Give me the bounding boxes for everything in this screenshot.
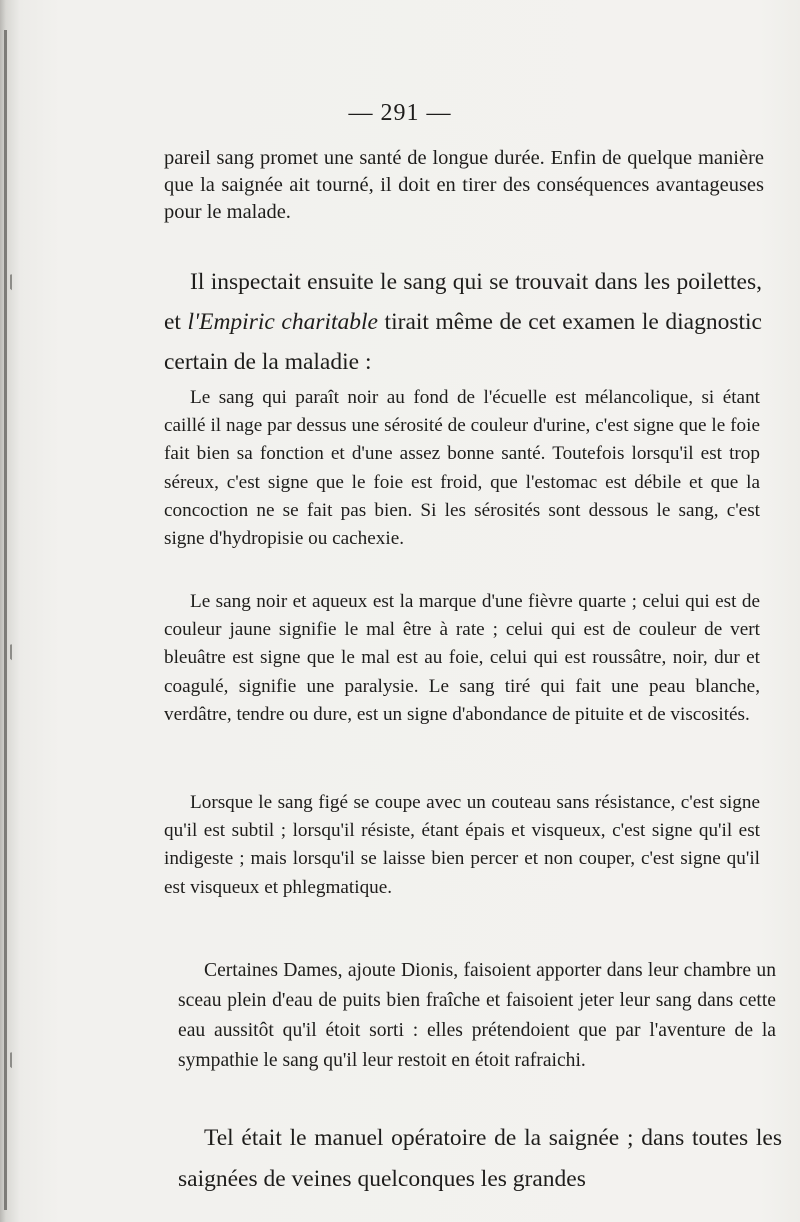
quoted-paragraph: Le sang qui paraît noir au fond de l'écuelle est mélancolique, si étant caillé il nage par dessus une sérosité de couleur d'urine, c'est signe que le foie fait bien sa fonction et d'une assez bonne santé. Toutefois lorsqu'il est trop séreux, c'est signe que le foie est froid, que l'estomac est débile et que la concoction ne se fait pas bien. Si les sérosités sont dessous le sang, c'est signe d'hydropisie ou cachexie. (164, 387, 760, 550)
paragraph (164, 262, 762, 382)
paragraph: Tel était le manuel opératoire de la saignée ; dans toutes les saignées de veines quelconques les grandes (178, 1125, 782, 1192)
quoted-paragraph: Lorsque le sang figé se coupe avec un couteau sans résistance, c'est signe qu'il est subtil ; lorsqu'il résiste, étant épais et visqueux, c'est signe qu'il est indigeste ; mais lorsqu'il se laisse bien percer et non couper, c'est signe qu'il est visqueux et phlegmatique. (164, 792, 760, 898)
margin-mark (0, 266, 12, 290)
italic-title: l'Empiric charitable (187, 309, 378, 335)
paragraph-text: Il inspectait ensuite le sang qui se trouvait dans les poilettes, et (164, 269, 762, 335)
quoted-paragraph: Le sang noir et aqueux est la marque d'une fièvre quarte ; celui qui est de couleur jaune signifie le mal être à rate ; celui qui est de couleur de vert bleuâtre est signe que le mal est au foie, celui qui est roussâtre, noir, dur et coagulé, signifie une paralysie. Le sang tiré qui fait une peau blanche, verdâtre, tendre ou dure, est un signe d'abondance de pituite et de viscosités. (164, 591, 760, 725)
margin-mark (0, 636, 12, 660)
page-binding-edge (4, 30, 7, 1210)
paragraph-text: tirait même de cet examen le diagnostic certain de la maladie : (164, 309, 762, 375)
margin-mark (0, 1044, 12, 1068)
page-number: — 291 — (348, 100, 452, 126)
quoted-paragraph: Certaines Dames, ajoute Dionis, faisoient apporter dans leur chambre un sceau plein d'eau de puits bien fraîche et faisoient jeter leur sang dans cette eau aussitôt qu'il étoit sorti : elles prétendoient que par l'aventure de la sympathie le sang qu'il leur restoit en étoit rafraichi. (178, 960, 776, 1071)
paragraph: pareil sang promet une santé de longue durée. Enfin de quelque manière que la saignée ait tourné, il doit en tirer des conséquences avantageuses pour le malade. (164, 147, 764, 223)
